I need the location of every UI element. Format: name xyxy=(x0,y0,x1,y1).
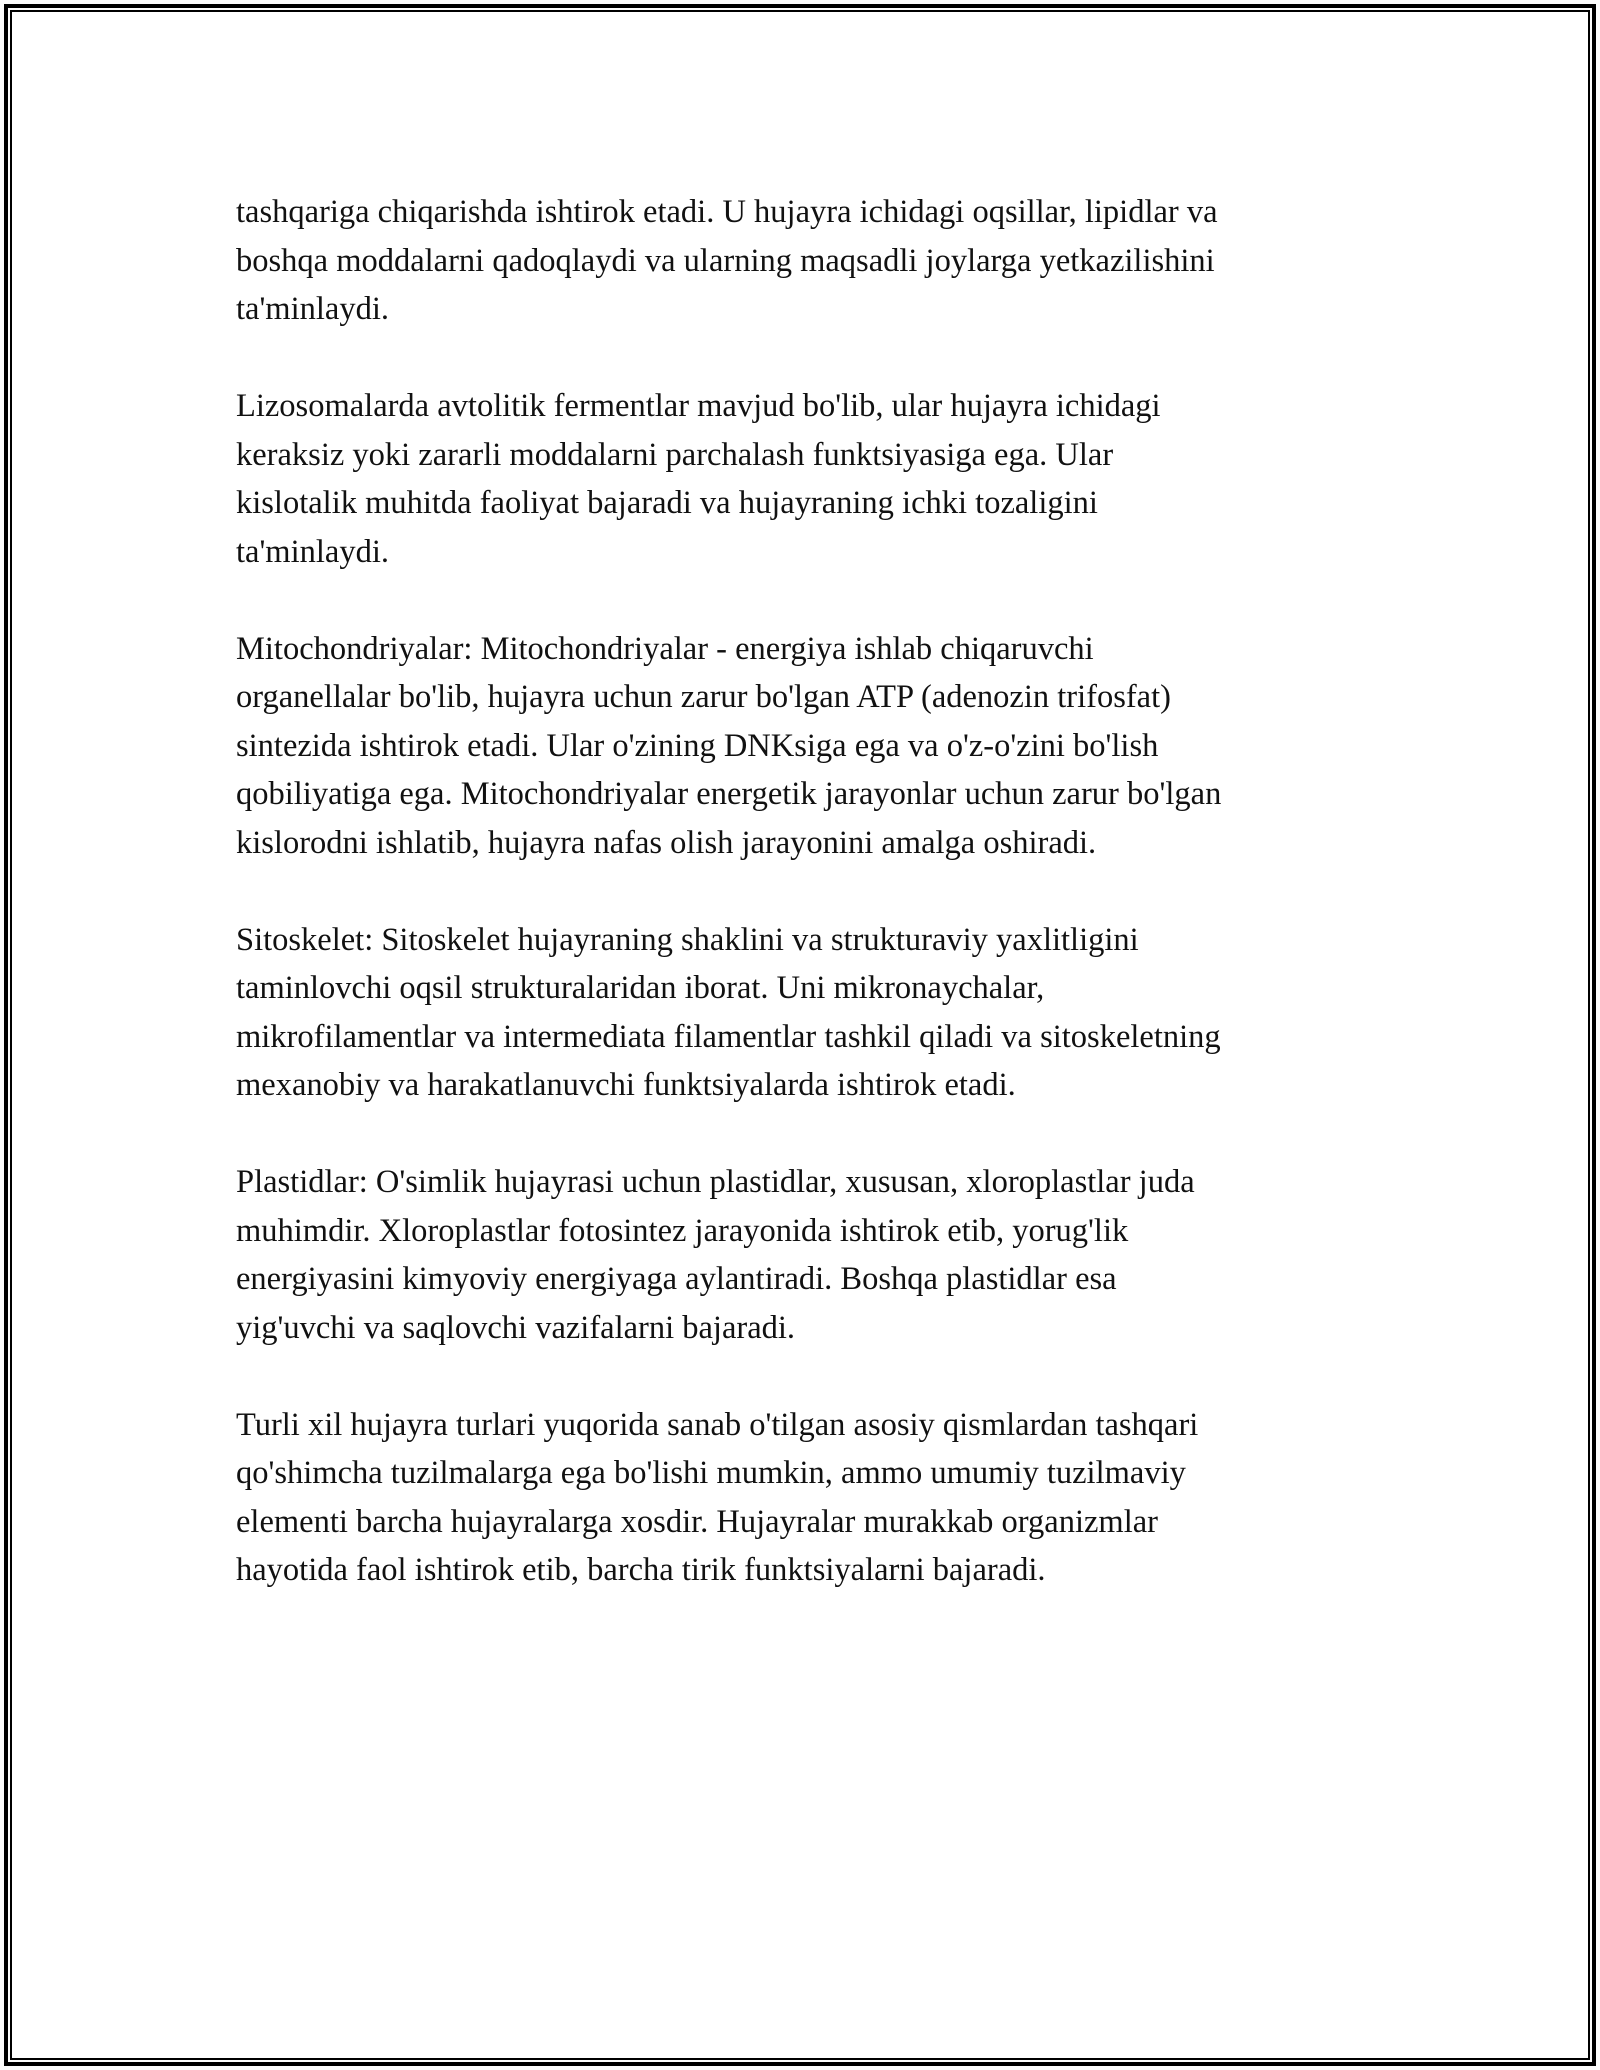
text-line: Turli xil hujayra turlari yuqorida sanab o'tilgan asosiy qismlardan tashqari xyxy=(236,1406,1199,1443)
text-line: kislotalik muhitda faoliyat bajaradi va hujayraning ichki tozaligini xyxy=(236,485,1098,521)
paragraph-lysosomes xyxy=(236,382,1366,576)
text-line: yig'uvchi va saqlovchi vazifalarni bajaradi. xyxy=(236,1309,796,1346)
text-line: kislorodni ishlatib, hujayra nafas olish jarayonini amalga oshiradi. xyxy=(236,824,1097,861)
text-line: mexanobiy va harakatlanuvchi funktsiyalarda ishtirok etadi. xyxy=(236,1067,1016,1103)
text-line: keraksiz yoki zararli moddalarni parchalash funktsiyasiga ega. Ular xyxy=(236,436,1114,473)
text-line: Mitochondriyalar: Mitochondriyalar - energiya ishlab chiqaruvchi xyxy=(236,630,1094,667)
text-line: muhimdir. Xloroplastlar fotosintez jarayonida ishtirok etib, yorug'lik xyxy=(236,1212,1129,1249)
paragraph-golgi-continuation xyxy=(236,188,1366,334)
text-line: qo'shimcha tuzilmalarga ega bo'lishi mumkin, ammo umumiy tuzilmaviy xyxy=(236,1455,1186,1491)
paragraph-plastids xyxy=(236,1158,1366,1352)
text-line: ta'minlaydi. xyxy=(236,291,389,327)
paragraph-mitochondria xyxy=(236,625,1366,868)
text-line: Plastidlar: O'simlik hujayrasi uchun plastidlar, xususan, xloroplastlar juda xyxy=(236,1164,1195,1200)
text-line: boshqa moddalarni qadoqlaydi va ularning maqsadli joylarga yetkazilishini xyxy=(236,242,1215,279)
text-line: organellalar bo'lib, hujayra uchun zarur bo'lgan ATP (adenozin trifosfat) xyxy=(236,679,1171,715)
text-line: taminlovchi oqsil strukturalaridan iborat. Uni mikronaychalar, xyxy=(236,970,1045,1006)
text-line: hayotida faol ishtirok etib, barcha tirik funktsiyalarni bajaradi. xyxy=(236,1552,1046,1588)
text-line: elementi barcha hujayralarga xosdir. Hujayralar murakkab organizmlar xyxy=(236,1503,1158,1540)
text-line: ta'minlaydi. xyxy=(236,533,389,570)
text-line: mikrofilamentlar va intermediata filamentlar tashkil qiladi va sitoskeletning xyxy=(236,1018,1221,1055)
text-line: qobiliyatiga ega. Mitochondriyalar energetik jarayonlar uchun zarur bo'lgan xyxy=(236,776,1222,812)
text-line: tashqariga chiqarishda ishtirok etadi. U hujayra ichidagi oqsillar, lipidlar va xyxy=(236,194,1218,230)
document-body xyxy=(236,188,1366,1643)
text-line: Lizosomalarda avtolitik fermentlar mavjud bo'lib, ular hujayra ichidagi xyxy=(236,388,1161,424)
text-line: sintezida ishtirok etadi. Ular o'zining DNKsiga ega va o'z-o'zini bo'lish xyxy=(236,727,1159,764)
text-line: energiyasini kimyoviy energiyaga aylantiradi. Boshqa plastidlar esa xyxy=(236,1261,1117,1297)
text-line: Sitoskelet: Sitoskelet hujayraning shaklini va strukturaviy yaxlitligini xyxy=(236,921,1139,958)
paragraph-conclusion xyxy=(236,1401,1366,1595)
paragraph-cytoskeleton xyxy=(236,916,1366,1110)
